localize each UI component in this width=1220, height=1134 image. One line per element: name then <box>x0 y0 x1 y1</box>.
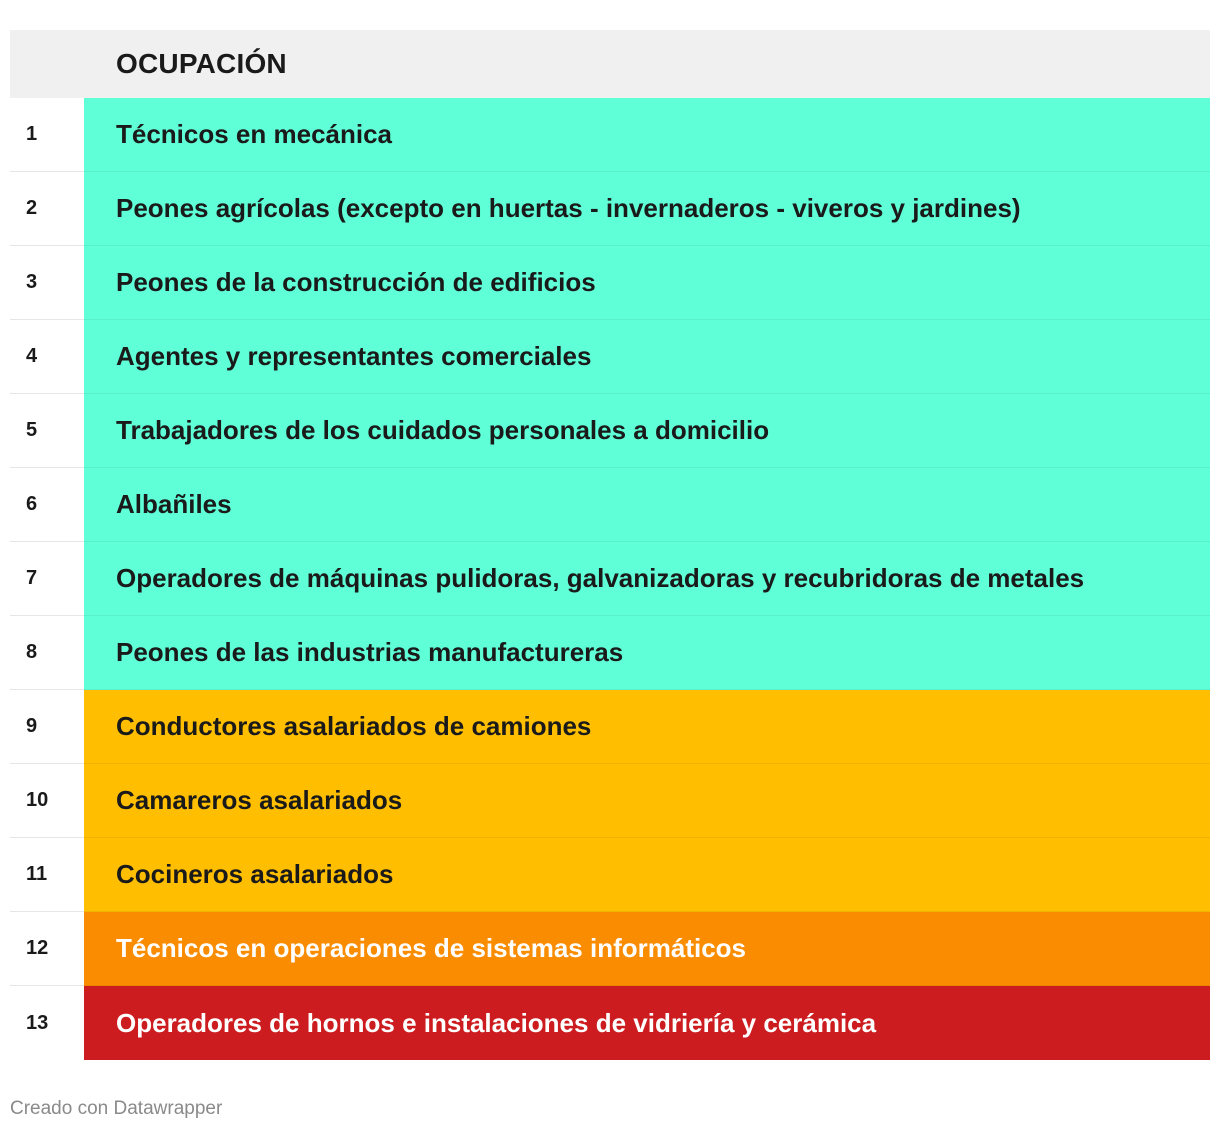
occupation-cell: Agentes y representantes comerciales <box>84 320 1210 394</box>
occupation-header: OCUPACIÓN <box>116 48 287 79</box>
rank-cell: 9 <box>10 690 84 764</box>
occupation-cell: Operadores de máquinas pulidoras, galvanizadoras y recubridoras de metales <box>84 542 1210 616</box>
table-row <box>10 986 1210 1060</box>
occupation-cell: Peones de las industrias manufactureras <box>84 616 1210 690</box>
rank-header-cell <box>10 30 84 98</box>
table-row <box>10 616 1210 690</box>
table-row <box>10 98 1210 172</box>
table-row <box>10 468 1210 542</box>
occupation-cell: Cocineros asalariados <box>84 838 1210 912</box>
occupation-table <box>10 30 1210 1060</box>
rank-cell: 3 <box>10 246 84 320</box>
rank-cell: 6 <box>10 468 84 542</box>
rank-cell: 5 <box>10 394 84 468</box>
occupation-cell: Conductores asalariados de camiones <box>84 690 1210 764</box>
occupation-cell: Peones agrícolas (excepto en huertas - invernaderos - viveros y jardines) <box>84 172 1210 246</box>
rank-cell: 8 <box>10 616 84 690</box>
occupation-cell: Operadores de hornos e instalaciones de vidriería y cerámica <box>84 986 1210 1060</box>
rank-cell: 1 <box>10 98 84 172</box>
rank-cell: 2 <box>10 172 84 246</box>
rank-cell: 12 <box>10 912 84 986</box>
occupation-cell: Camareros asalariados <box>84 764 1210 838</box>
occupation-cell: Albañiles <box>84 468 1210 542</box>
table-row <box>10 764 1210 838</box>
table-row <box>10 838 1210 912</box>
table-body <box>10 98 1210 1060</box>
table-row <box>10 394 1210 468</box>
table-row <box>10 172 1210 246</box>
rank-cell: 11 <box>10 838 84 912</box>
table-row <box>10 690 1210 764</box>
occupation-cell: Técnicos en mecánica <box>84 98 1210 172</box>
rank-cell: 4 <box>10 320 84 394</box>
table-row <box>10 246 1210 320</box>
table-row <box>10 320 1210 394</box>
table-row <box>10 542 1210 616</box>
datawrapper-credit: Creado con Datawrapper <box>10 1098 223 1119</box>
occupation-cell: Trabajadores de los cuidados personales a domicilio <box>84 394 1210 468</box>
table-header <box>10 30 1210 98</box>
rank-cell: 10 <box>10 764 84 838</box>
occupation-cell: Técnicos en operaciones de sistemas informáticos <box>84 912 1210 986</box>
rank-cell: 13 <box>10 986 84 1060</box>
occupation-cell: Peones de la construcción de edificios <box>84 246 1210 320</box>
rank-cell: 7 <box>10 542 84 616</box>
table-row <box>10 912 1210 986</box>
